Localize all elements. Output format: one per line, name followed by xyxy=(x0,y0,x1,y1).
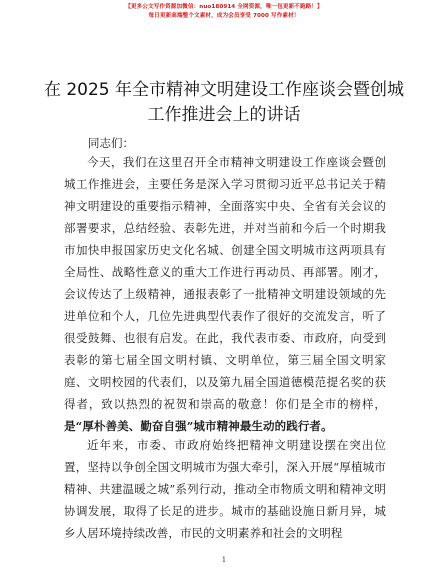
paragraph-1-bold-text: 是“厚朴善美、勤奋自强”城市精神最生动的践行者。 xyxy=(64,419,333,433)
paragraph-2: 近年来，市委、市政府始终把精神文明建设摆在突出位置，坚持以争创全国文明城市为强大牵引，深入开展“厚植城市精神、共建温暖之城”系列行动，推动全市物质文明和精神文明协调发展，取得了长足的进步。城市的基础设施日新月异，城乡人居环境持续改善，市民的文明素养和社会的文明程 xyxy=(64,438,386,540)
paragraph-1-text: 今天，我们在这里召开全市精神文明建设工作座谈会暨创城工作推进会，主要任务是深入学习贯彻习近平总书记关于精神文明建设的重要指示精神，全面落实中央、全省有关会议的部署要求，总结经验、表彰先进，并对当前和今后一个时期我市加快申报国家历史文化名城、创建全国文明城市这两项具有全局性、战略性意义的重大工作进行再动员、再部署。刚才，会议传达了上级精神，通报表彰了一批精神文明建设领域的先进单位和个人，几位先进典型代表作了很好的交流发言，听了很受鼓舞、也很有启发。在此，我代表市委、市政府，向受到表彰的第七届全国文明村镇、文明单位，第三届全国文明家庭、文明校园的代表们，以及第九届全国道德模范提名奖的获得者，致以热烈的祝贺和崇高的敬意！你们是全市的榜样， xyxy=(64,155,386,411)
document-title: 在 2025 年全市精神文明建设工作座谈会暨创城工作推进会上的讲话 xyxy=(43,80,405,125)
promo-line-1: 【更多公文写作资源加微信：nuo180914 全网资源，唯一包更新不跑路！】 xyxy=(125,4,323,10)
promo-banner xyxy=(0,3,448,21)
promo-line-2: 每日更新高端整个文素材，成为会员享受 7000 写作素材！ xyxy=(148,13,300,19)
salutation: 同志们： xyxy=(88,136,134,150)
paragraph-1 xyxy=(64,151,386,437)
page-number: 1 xyxy=(221,556,227,564)
